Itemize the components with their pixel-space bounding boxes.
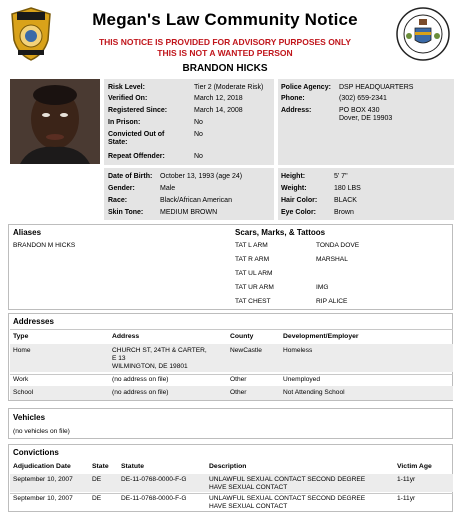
conviction-victim-age: 1-11yr <box>397 476 416 483</box>
column-header-state: State <box>92 463 109 470</box>
address-type: Work <box>13 376 29 383</box>
offender-name: BRANDON HICKS <box>182 63 268 74</box>
column-header-date: Adjudication Date <box>13 463 71 470</box>
column-header-description: Description <box>209 463 247 470</box>
registered-since-label: Registered Since: <box>108 107 168 114</box>
weight-value: 180 LBS <box>334 185 361 192</box>
skin-tone-value: MEDIUM BROWN <box>160 209 218 216</box>
address-type: Home <box>13 347 31 354</box>
address-county: Other <box>230 389 247 396</box>
police-agency-value: DSP HEADQUARTERS <box>339 84 414 91</box>
eye-color-value: Brown <box>334 209 354 216</box>
height-value: 5' 7" <box>334 173 348 180</box>
conviction-state: DE <box>92 495 102 502</box>
advisory-line-1: THIS NOTICE IS PROVIDED FOR ADVISORY PURPOSES ONLY <box>98 37 352 47</box>
mark-description: MARSHAL <box>316 256 348 263</box>
advisory-notice <box>60 37 390 59</box>
divider <box>10 329 453 330</box>
conviction-statute: DE-11-0768-0000-F-G <box>121 495 187 502</box>
column-header-county: County <box>230 333 254 340</box>
mark-location: TAT L ARM <box>235 242 268 249</box>
risk-level-label: Risk Level: <box>108 84 145 91</box>
column-header-victim-age: Victim Age <box>397 463 432 470</box>
verified-on-label: Verified On: <box>108 95 148 102</box>
convicted-out-value: No <box>194 131 203 138</box>
mark-location: TAT R ARM <box>235 256 270 263</box>
mark-description: IMG <box>316 284 329 291</box>
offender-photo <box>10 79 100 164</box>
page-title: Megan's Law Community Notice <box>92 10 358 29</box>
conviction-description-1: UNLAWFUL SEXUAL CONTACT SECOND DEGREE <box>209 476 366 483</box>
agency-address-label: Address: <box>281 107 312 114</box>
convictions-title: Convictions <box>13 448 59 457</box>
convictions-section <box>8 444 453 512</box>
verified-on-value: March 12, 2018 <box>194 95 243 102</box>
police-badge-logo <box>8 6 54 62</box>
address-line-1: (no address on file) <box>112 376 169 383</box>
divider <box>10 374 453 375</box>
conviction-date: September 10, 2007 <box>13 476 73 483</box>
agency-address-line-1: PO BOX 430 <box>339 107 380 114</box>
address-line-1: (no address on file) <box>112 389 169 396</box>
conviction-description-1: UNLAWFUL SEXUAL CONTACT SECOND DEGREE <box>209 495 366 502</box>
advisory-line-2: THIS IS NOT A WANTED PERSON <box>157 48 293 58</box>
in-prison-value: No <box>194 119 203 126</box>
conviction-date: September 10, 2007 <box>13 495 73 502</box>
race-value: Black/African American <box>160 197 232 204</box>
weight-label: Weight: <box>281 185 307 192</box>
column-header-statute: Statute <box>121 463 145 470</box>
address-line-2: E 13 <box>112 355 126 362</box>
address-employer: Unemployed <box>283 376 321 383</box>
state-seal-logo <box>395 6 451 62</box>
conviction-statute: DE-11-0768-0000-F-G <box>121 476 187 483</box>
alias-item: BRANDON M HICKS <box>13 242 76 249</box>
phone-label: Phone: <box>281 95 305 102</box>
height-label: Height: <box>281 173 306 180</box>
address-type: School <box>13 389 34 396</box>
skin-tone-label: Skin Tone: <box>108 209 144 216</box>
aliases-marks-section <box>8 224 453 310</box>
hair-color-value: BLACK <box>334 197 357 204</box>
column-header-type: Type <box>13 333 29 340</box>
hair-color-label: Hair Color: <box>281 197 318 204</box>
address-line-1: CHURCH ST, 24TH & CARTER, <box>112 347 207 354</box>
address-line-3: WILMINGTON, DE 19801 <box>112 363 188 370</box>
repeat-offender-label: Repeat Offender: <box>108 153 165 160</box>
convicted-out-label-1: Convicted Out of <box>108 131 165 138</box>
address-county: NewCastle <box>230 347 262 354</box>
conviction-state: DE <box>92 476 102 483</box>
address-employer: Homeless <box>283 347 313 354</box>
addresses-section <box>8 313 453 401</box>
in-prison-label: In Prison: <box>108 119 141 126</box>
risk-level-value: Tier 2 (Moderate Risk) <box>194 84 264 91</box>
convicted-out-label-2: State: <box>108 139 128 146</box>
divider <box>10 493 453 494</box>
phone-value: (302) 659-2341 <box>339 95 387 102</box>
race-label: Race: <box>108 197 128 204</box>
dob-label: Date of Birth: <box>108 173 153 180</box>
notice-header <box>0 0 463 76</box>
vehicles-text: (no vehicles on file) <box>13 428 70 435</box>
agency-address-line-2: Dover, DE 19903 <box>339 115 393 122</box>
mark-description: RIP ALICE <box>316 298 348 305</box>
eye-color-label: Eye Color: <box>281 209 317 216</box>
address-county: Other <box>230 376 247 383</box>
police-agency-label: Police Agency: <box>281 84 331 91</box>
registered-since-value: March 14, 2008 <box>194 107 243 114</box>
repeat-offender-value: No <box>194 153 203 160</box>
conviction-description-2: HAVE SEXUAL CONTACT <box>209 503 288 510</box>
aliases-title: Aliases <box>13 228 42 237</box>
addresses-title: Addresses <box>13 317 54 326</box>
vehicles-section <box>8 408 453 439</box>
column-header-address: Address <box>112 333 140 340</box>
mark-location: TAT UL ARM <box>235 270 273 277</box>
conviction-victim-age: 1-11yr <box>397 495 416 502</box>
marks-title: Scars, Marks, & Tattoos <box>235 228 326 237</box>
dob-value: October 13, 1993 (age 24) <box>160 173 243 180</box>
conviction-description-2: HAVE SEXUAL CONTACT <box>209 484 288 491</box>
gender-label: Gender: <box>108 185 135 192</box>
gender-value: Male <box>160 185 176 192</box>
mark-description: TONDA DOVE <box>316 242 360 249</box>
mark-location: TAT UR ARM <box>235 284 274 291</box>
column-header-employer: Development/Employer <box>283 333 359 340</box>
address-employer: Not Attending School <box>283 389 345 396</box>
vehicles-title: Vehicles <box>13 413 46 422</box>
mark-location: TAT CHEST <box>235 298 271 305</box>
